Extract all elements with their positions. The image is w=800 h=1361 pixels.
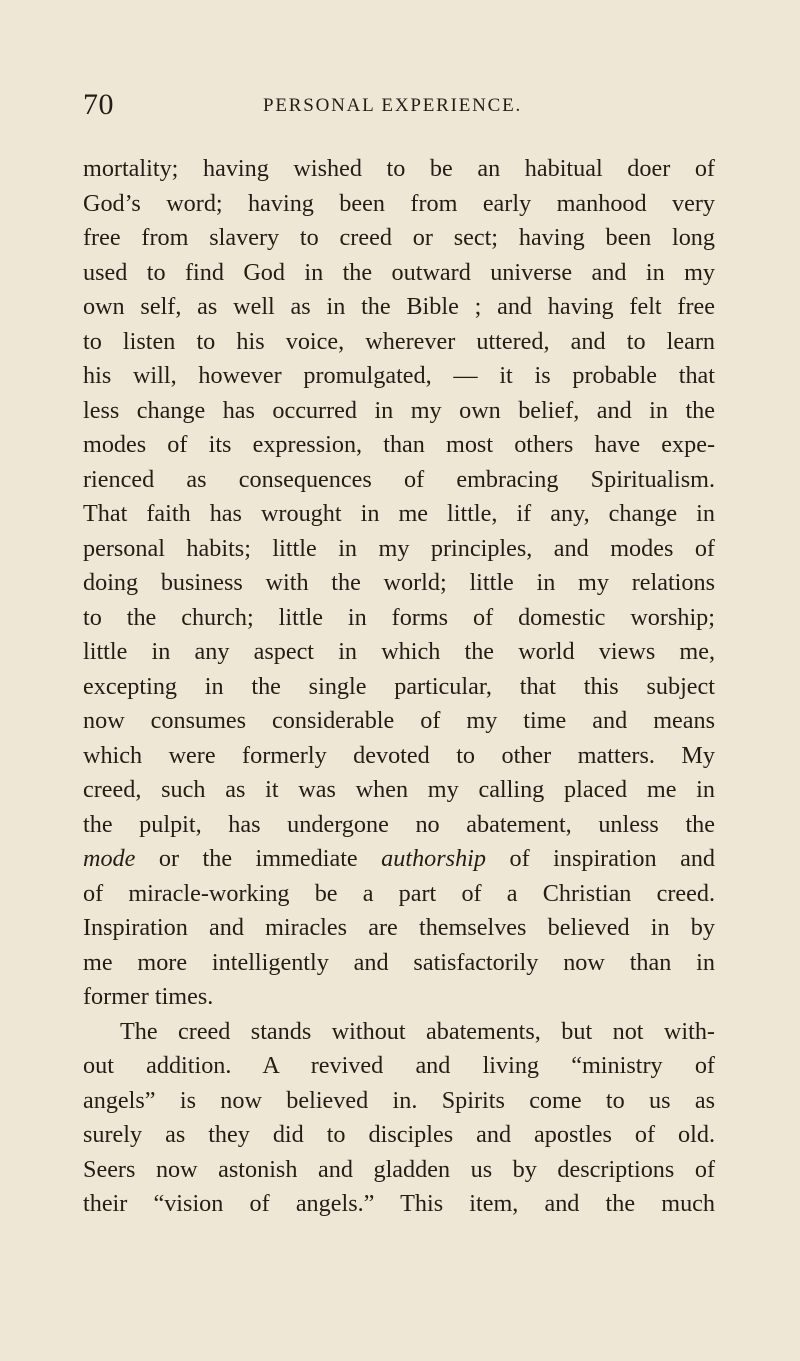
text-line: modes of its expression, than most others have expe- <box>83 431 715 458</box>
text-line: Seers now astonish and gladden us by descriptions of <box>83 1155 715 1183</box>
text-line: own self, as well as in the Bible ; and having felt free <box>83 293 715 320</box>
text-line: little in any aspect in which the world views me, <box>83 638 715 665</box>
text-line: their “vision of angels.” This item, and the much <box>83 1190 715 1217</box>
text-line: out addition. A revived and living “ministry of <box>83 1052 715 1079</box>
text-line: to listen to his voice, wherever uttered, and to learn <box>83 327 715 355</box>
running-title: PERSONAL EXPERIENCE. <box>263 95 523 116</box>
text-line: creed, such as it was when my calling placed me in <box>83 776 715 803</box>
text-line: free from slavery to creed or sect; having been long <box>83 224 715 251</box>
text-line <box>83 842 715 877</box>
page-number: 70 <box>83 88 114 121</box>
text-line: to the church; little in forms of domestic worship; <box>83 603 715 631</box>
text-line: which were formerly devoted to other matters. My <box>83 741 715 769</box>
text-line: personal habits; little in my principles, and modes of <box>83 534 715 562</box>
text-line: doing business with the world; little in my relations <box>83 569 715 596</box>
text-line: former times. <box>83 983 214 1010</box>
italic-word-authorship: authorship <box>381 845 486 872</box>
paragraph <box>83 1015 715 1222</box>
text-segment: of inspiration and <box>486 845 716 872</box>
text-line: angels” is now believed in. Spirits come to us as <box>83 1086 715 1114</box>
body-text <box>83 152 715 1222</box>
text-line: his will, however promulgated, — it is probable that <box>83 362 715 389</box>
text-line: the pulpit, has undergone no abatement, unless the <box>83 810 715 838</box>
text-line: me more intelligently and satisfactorily now than in <box>83 948 715 976</box>
running-head <box>83 88 713 122</box>
italic-word-mode: mode <box>83 845 136 872</box>
text-segment: or the immediate <box>135 845 382 872</box>
text-line: used to find God in the outward universe and in my <box>83 258 715 286</box>
text-line: God’s word; having been from early manhood very <box>83 189 715 217</box>
text-line: The creed stands without abatements, but not with- <box>120 1017 715 1045</box>
text-line: rienced as consequences of embracing Spiritualism. <box>83 465 715 493</box>
text-line: surely as they did to disciples and apostles of old. <box>83 1121 715 1148</box>
paragraph <box>83 152 715 1015</box>
text-line: less change has occurred in my own belief, and in the <box>83 396 715 424</box>
text-line: That faith has wrought in me little, if any, change in <box>83 500 715 527</box>
text-line: of miracle-working be a part of a Christian creed. <box>83 879 715 907</box>
text-line: mortality; having wished to be an habitual doer of <box>83 155 715 182</box>
text-line: now consumes considerable of my time and means <box>83 707 715 734</box>
text-line: excepting in the single particular, that this subject <box>83 672 715 700</box>
text-line: Inspiration and miracles are themselves believed in by <box>83 914 715 941</box>
